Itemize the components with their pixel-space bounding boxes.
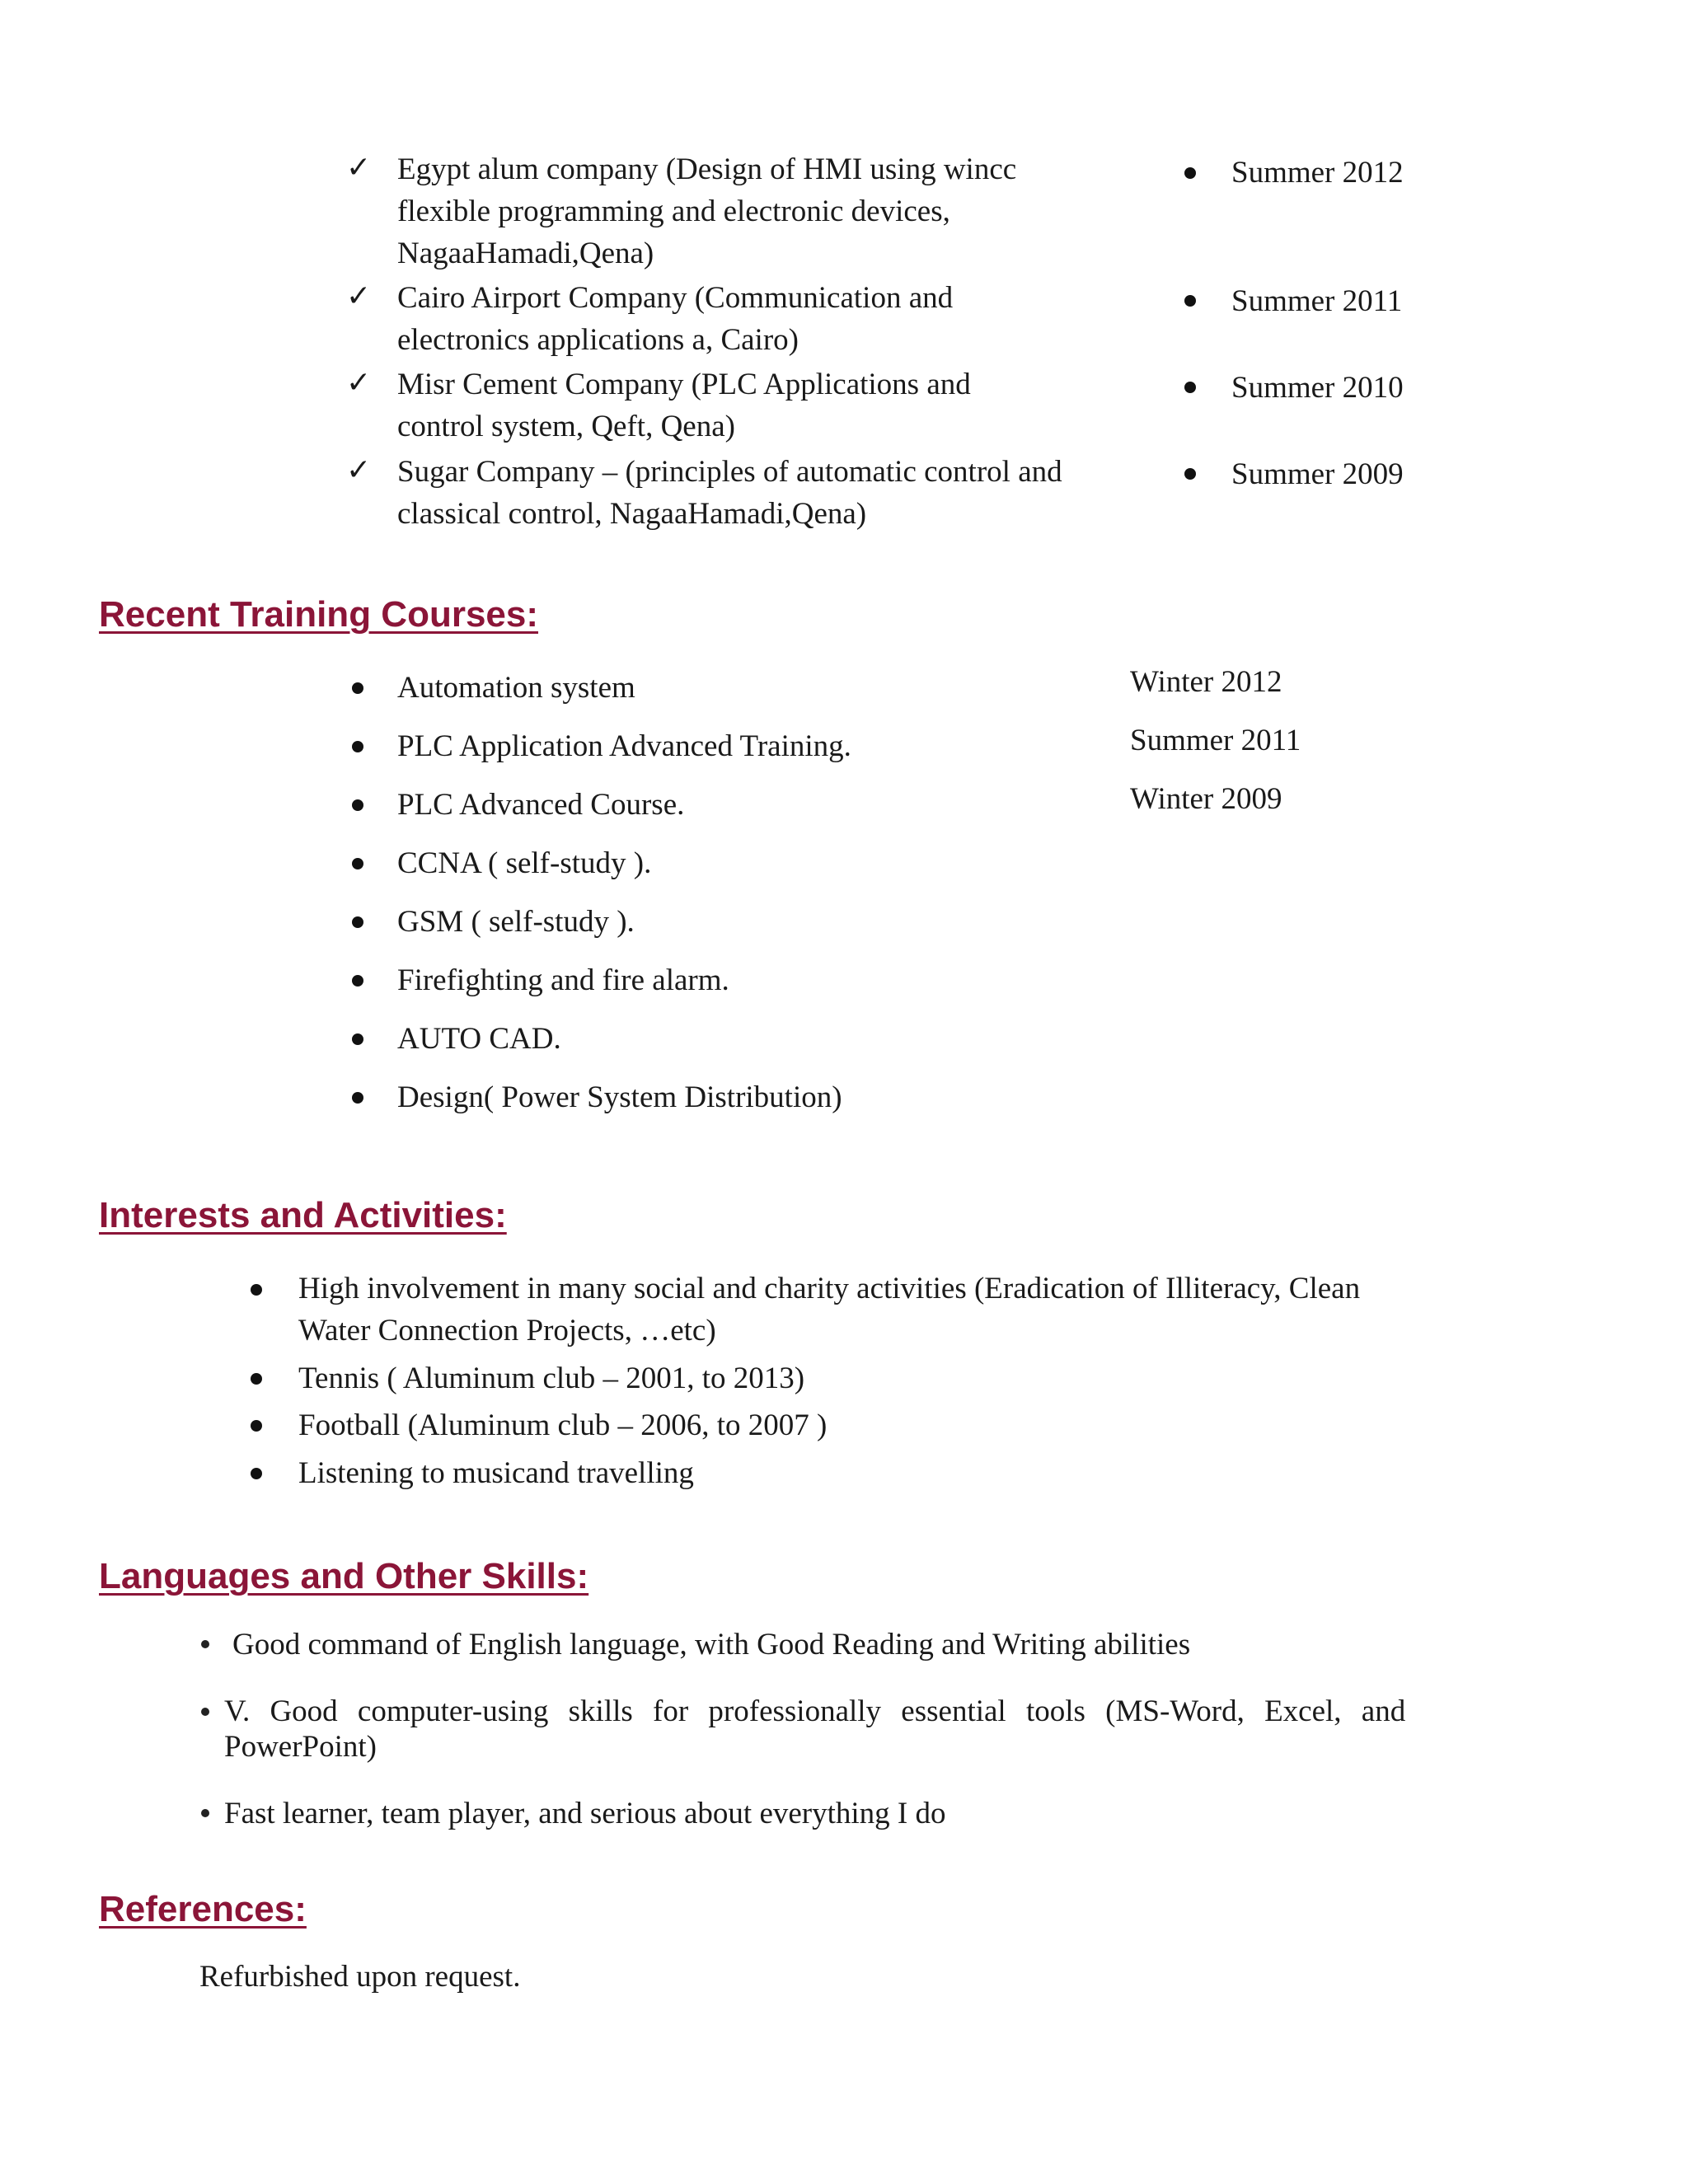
bullet-icon [1184, 295, 1196, 307]
internship-line: control system, Qeft, Qena) [397, 410, 735, 443]
internship-line: electronics applications a, Cairo) [397, 323, 799, 357]
interest-line: Listening to musicand travelling [298, 1456, 694, 1490]
internship-line: NagaaHamadi,Qena) [397, 237, 654, 270]
references-heading: References: [99, 1889, 307, 1929]
bullet-icon [1184, 167, 1196, 179]
skill-line: Good command of English language, with Good Reading and Writing abilities [232, 1628, 1191, 1661]
internship-date: Summer 2012 [1231, 156, 1404, 190]
training-date: Winter 2009 [1130, 782, 1282, 816]
bullet-icon [201, 1708, 209, 1716]
interest-line: Football (Aluminum club – 2006, to 2007 ) [298, 1408, 828, 1442]
training-item: PLC Application Advanced Training. [397, 729, 851, 763]
training-item: PLC Advanced Course. [397, 788, 685, 822]
interest-line: High involvement in many social and charity activities (Eradication of Illiteracy, Clean [298, 1272, 1361, 1305]
internship-date: Summer 2011 [1231, 284, 1403, 318]
checkmark-icon: ✓ [346, 453, 372, 487]
bullet-icon [352, 682, 363, 694]
bullet-icon [201, 1809, 209, 1817]
training-heading: Recent Training Courses: [99, 594, 539, 635]
internship-line: Egypt alum company (Design of HMI using wincc [397, 152, 1017, 186]
training-date: Winter 2012 [1130, 665, 1282, 699]
bullet-icon [1184, 468, 1196, 480]
bullet-icon [352, 916, 363, 928]
references-text: Refurbished upon request. [199, 1960, 521, 1994]
training-item: Firefighting and fire alarm. [397, 963, 729, 997]
internship-line: flexible programming and electronic devices, [397, 194, 950, 228]
training-item: CCNA ( self-study ). [397, 846, 652, 880]
internship-date: Summer 2010 [1231, 371, 1404, 405]
bullet-icon [352, 741, 363, 752]
bullet-icon [251, 1468, 262, 1479]
bullet-icon [251, 1420, 262, 1432]
internship-date: Summer 2009 [1231, 457, 1404, 491]
skill-line: V. Good computer-using skills for professionally essential tools (MS-Word, Excel, and [224, 1694, 1406, 1728]
training-item: AUTO CAD. [397, 1022, 561, 1056]
internship-line: Misr Cement Company (PLC Applications and [397, 368, 971, 401]
bullet-icon [251, 1373, 262, 1385]
bullet-icon [251, 1284, 262, 1296]
training-date: Summer 2011 [1130, 724, 1301, 757]
checkmark-icon: ✓ [346, 279, 372, 313]
internship-line: Cairo Airport Company (Communication and [397, 281, 954, 315]
checkmark-icon: ✓ [346, 366, 372, 400]
interest-line: Tennis ( Aluminum club – 2001, to 2013) [298, 1361, 805, 1395]
training-item: Automation system [397, 671, 635, 705]
training-item: GSM ( self-study ). [397, 905, 635, 939]
bullet-icon [1184, 382, 1196, 393]
checkmark-icon: ✓ [346, 151, 372, 185]
bullet-icon [352, 1033, 363, 1045]
internship-line: Sugar Company – (principles of automatic control and [397, 455, 1062, 489]
internship-line: classical control, NagaaHamadi,Qena) [397, 497, 867, 531]
languages-heading: Languages and Other Skills: [99, 1556, 589, 1596]
interests-heading: Interests and Activities: [99, 1195, 507, 1235]
bullet-icon [352, 858, 363, 869]
training-item: Design( Power System Distribution) [397, 1080, 842, 1114]
bullet-icon [352, 975, 363, 987]
skill-line: PowerPoint) [224, 1730, 377, 1764]
interest-line: Water Connection Projects, …etc) [298, 1314, 716, 1347]
bullet-icon [352, 1092, 363, 1104]
bullet-icon [352, 799, 363, 811]
bullet-icon [201, 1640, 209, 1648]
skill-line: Fast learner, team player, and serious about everything I do [224, 1797, 946, 1830]
